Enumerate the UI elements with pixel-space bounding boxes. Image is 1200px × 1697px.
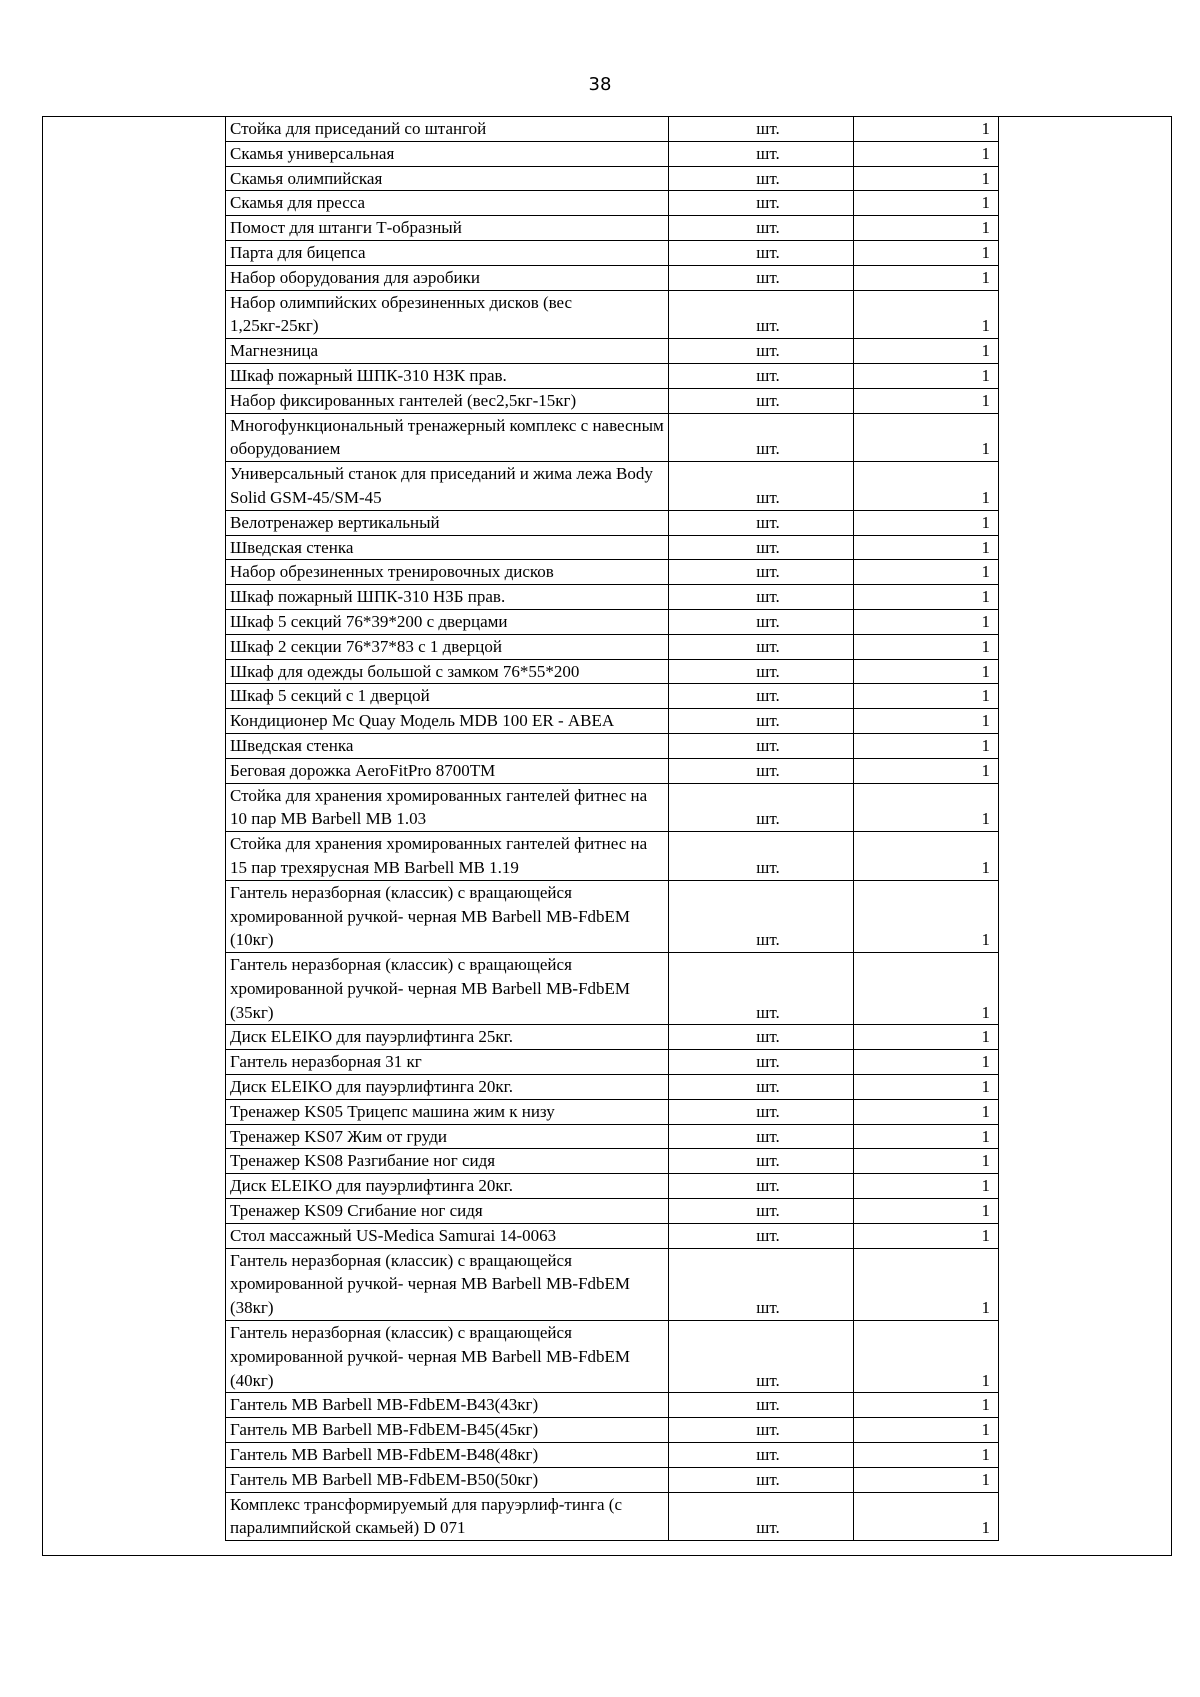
table-row: [226, 166, 999, 191]
item-name-cell: Гантель MB Barbell MB-FdbEM-B43(43кг): [226, 1393, 669, 1418]
table-row: [226, 1321, 999, 1393]
quantity-cell: 1: [854, 1393, 999, 1418]
quantity-cell: 1: [854, 1418, 999, 1443]
quantity-cell: 1: [854, 1199, 999, 1224]
table-row: [226, 510, 999, 535]
table-row: [226, 953, 999, 1025]
unit-cell: шт.: [669, 216, 854, 241]
unit-cell: шт.: [669, 634, 854, 659]
item-name-cell: Шведская стенка: [226, 535, 669, 560]
item-name-cell: Шкаф для одежды большой с замком 76*55*200: [226, 659, 669, 684]
table-row: [226, 290, 999, 339]
item-name-cell: Набор олимпийских обрезиненных дисков (вес 1,25кг-25кг): [226, 290, 669, 339]
table-row: [226, 1025, 999, 1050]
item-name-cell: Тренажер KS05 Трицепс машина жим к низу: [226, 1099, 669, 1124]
unit-cell: шт.: [669, 535, 854, 560]
item-name-cell: Шкаф пожарный ШПК-310 НЗК прав.: [226, 363, 669, 388]
quantity-cell: 1: [854, 1075, 999, 1100]
unit-cell: шт.: [669, 733, 854, 758]
unit-cell: шт.: [669, 880, 854, 952]
table-row: [226, 634, 999, 659]
item-name-cell: Скамья олимпийская: [226, 166, 669, 191]
unit-cell: шт.: [669, 783, 854, 832]
unit-cell: шт.: [669, 758, 854, 783]
quantity-cell: 1: [854, 684, 999, 709]
item-name-cell: Стойка для хранения хромированных гантелей фитнес на 15 пар трехярусная MB Barbell MB 1.19: [226, 832, 669, 881]
item-name-cell: Гантель MB Barbell MB-FdbEM-B48(48кг): [226, 1443, 669, 1468]
table-row: [226, 783, 999, 832]
table-row: [226, 585, 999, 610]
table-row: [226, 191, 999, 216]
table-row: [226, 609, 999, 634]
item-name-cell: Беговая дорожка AeroFitPro 8700TM: [226, 758, 669, 783]
item-name-cell: Кондиционер Mc Quay Модель MDB 100 ER - АВЕА: [226, 709, 669, 734]
item-name-cell: Шкаф пожарный ШПК-310 НЗБ прав.: [226, 585, 669, 610]
item-name-cell: Набор оборудования для аэробики: [226, 265, 669, 290]
item-name-cell: Шкаф 5 секций с 1 дверцой: [226, 684, 669, 709]
quantity-cell: 1: [854, 1443, 999, 1468]
unit-cell: шт.: [669, 265, 854, 290]
table-row: [226, 880, 999, 952]
table-row: [226, 758, 999, 783]
item-name-cell: Помост для штанги Т-образный: [226, 216, 669, 241]
table-row: [226, 1393, 999, 1418]
quantity-cell: 1: [854, 117, 999, 142]
page-number: 38: [588, 74, 612, 95]
item-name-cell: Магнезница: [226, 339, 669, 364]
unit-cell: шт.: [669, 953, 854, 1025]
quantity-cell: 1: [854, 758, 999, 783]
table-row: [226, 141, 999, 166]
unit-cell: шт.: [669, 585, 854, 610]
quantity-cell: 1: [854, 659, 999, 684]
table-row: [226, 216, 999, 241]
inventory-table-body: [226, 117, 999, 1541]
unit-cell: шт.: [669, 1467, 854, 1492]
unit-cell: шт.: [669, 1174, 854, 1199]
unit-cell: шт.: [669, 1025, 854, 1050]
unit-cell: шт.: [669, 240, 854, 265]
item-name-cell: Гантель неразборная (классик) с вращающейся хромированной ручкой- черная MB Barbell MB-FdbEM (38кг): [226, 1248, 669, 1320]
item-name-cell: Гантель неразборная (классик) с вращающейся хромированной ручкой- черная MB Barbell MB-FdbEM (35кг): [226, 953, 669, 1025]
table-row: [226, 1248, 999, 1320]
unit-cell: шт.: [669, 1321, 854, 1393]
unit-cell: шт.: [669, 166, 854, 191]
table-row: [226, 1467, 999, 1492]
item-name-cell: Диск ELEIKO для пауэрлифтинга 20кг.: [226, 1075, 669, 1100]
unit-cell: шт.: [669, 290, 854, 339]
unit-cell: шт.: [669, 560, 854, 585]
item-name-cell: Скамья универсальная: [226, 141, 669, 166]
table-row: [226, 1149, 999, 1174]
unit-cell: шт.: [669, 388, 854, 413]
quantity-cell: 1: [854, 733, 999, 758]
table-row: [226, 462, 999, 511]
unit-cell: шт.: [669, 1248, 854, 1320]
item-name-cell: Шкаф 2 секции 76*37*83 с 1 дверцой: [226, 634, 669, 659]
item-name-cell: Шведская стенка: [226, 733, 669, 758]
table-row: [226, 684, 999, 709]
inventory-table: [225, 116, 999, 1541]
unit-cell: шт.: [669, 339, 854, 364]
unit-cell: шт.: [669, 832, 854, 881]
table-row: [226, 535, 999, 560]
item-name-cell: Диск ELEIKO для пауэрлифтинга 25кг.: [226, 1025, 669, 1050]
item-name-cell: Тренажер KS07 Жим от груди: [226, 1124, 669, 1149]
unit-cell: шт.: [669, 609, 854, 634]
quantity-cell: 1: [854, 953, 999, 1025]
quantity-cell: 1: [854, 388, 999, 413]
quantity-cell: 1: [854, 462, 999, 511]
item-name-cell: Тренажер KS08 Разгибание ног сидя: [226, 1149, 669, 1174]
item-name-cell: Тренажер KS09 Сгибание ног сидя: [226, 1199, 669, 1224]
quantity-cell: 1: [854, 535, 999, 560]
item-name-cell: Шкаф 5 секций 76*39*200 с дверцами: [226, 609, 669, 634]
table-row: [226, 363, 999, 388]
unit-cell: шт.: [669, 363, 854, 388]
item-name-cell: Гантель неразборная (классик) с вращающейся хромированной ручкой- черная MB Barbell MB-FdbEM (10кг): [226, 880, 669, 952]
unit-cell: шт.: [669, 191, 854, 216]
unit-cell: шт.: [669, 1124, 854, 1149]
quantity-cell: 1: [854, 216, 999, 241]
unit-cell: шт.: [669, 1492, 854, 1541]
table-row: [226, 709, 999, 734]
item-name-cell: Велотренажер вертикальный: [226, 510, 669, 535]
quantity-cell: 1: [854, 880, 999, 952]
quantity-cell: 1: [854, 339, 999, 364]
unit-cell: шт.: [669, 117, 854, 142]
table-row: [226, 560, 999, 585]
table-row: [226, 832, 999, 881]
unit-cell: шт.: [669, 1393, 854, 1418]
item-name-cell: Парта для бицепса: [226, 240, 669, 265]
table-row: [226, 1124, 999, 1149]
item-name-cell: Гантель MB Barbell MB-FdbEM-B45(45кг): [226, 1418, 669, 1443]
quantity-cell: 1: [854, 560, 999, 585]
unit-cell: шт.: [669, 1075, 854, 1100]
table-row: [226, 413, 999, 462]
quantity-cell: 1: [854, 634, 999, 659]
unit-cell: шт.: [669, 709, 854, 734]
unit-cell: шт.: [669, 1149, 854, 1174]
item-name-cell: Стойка для хранения хромированных гантелей фитнес на 10 пар MB Barbell MB 1.03: [226, 783, 669, 832]
table-row: [226, 1492, 999, 1541]
table-row: [226, 265, 999, 290]
quantity-cell: 1: [854, 1174, 999, 1199]
unit-cell: шт.: [669, 1418, 854, 1443]
quantity-cell: 1: [854, 290, 999, 339]
quantity-cell: 1: [854, 265, 999, 290]
item-name-cell: Стол массажный US-Medica Samurai 14-0063: [226, 1223, 669, 1248]
item-name-cell: Скамья для пресса: [226, 191, 669, 216]
quantity-cell: 1: [854, 783, 999, 832]
table-row: [226, 240, 999, 265]
unit-cell: шт.: [669, 1443, 854, 1468]
item-name-cell: Гантель неразборная 31 кг: [226, 1050, 669, 1075]
quantity-cell: 1: [854, 166, 999, 191]
unit-cell: шт.: [669, 1050, 854, 1075]
table-row: [226, 1099, 999, 1124]
item-name-cell: Гантель неразборная (классик) с вращающейся хромированной ручкой- черная MB Barbell MB-FdbEM (40кг): [226, 1321, 669, 1393]
quantity-cell: 1: [854, 1248, 999, 1320]
quantity-cell: 1: [854, 609, 999, 634]
table-row: [226, 1075, 999, 1100]
item-name-cell: Набор обрезиненных тренировочных дисков: [226, 560, 669, 585]
table-row: [226, 1443, 999, 1468]
table-row: [226, 1174, 999, 1199]
item-name-cell: Набор фиксированных гантелей (вес2,5кг-15кг): [226, 388, 669, 413]
quantity-cell: 1: [854, 1050, 999, 1075]
quantity-cell: 1: [854, 191, 999, 216]
unit-cell: шт.: [669, 659, 854, 684]
quantity-cell: 1: [854, 363, 999, 388]
quantity-cell: 1: [854, 413, 999, 462]
unit-cell: шт.: [669, 1199, 854, 1224]
quantity-cell: 1: [854, 1492, 999, 1541]
item-name-cell: Комплекс трансформируемый для паруэрлиф-тинга (с паралимпийской скамьей) D 071: [226, 1492, 669, 1541]
item-name-cell: Стойка для приседаний со штангой: [226, 117, 669, 142]
unit-cell: шт.: [669, 462, 854, 511]
unit-cell: шт.: [669, 141, 854, 166]
unit-cell: шт.: [669, 413, 854, 462]
table-row: [226, 733, 999, 758]
quantity-cell: 1: [854, 1124, 999, 1149]
unit-cell: шт.: [669, 1223, 854, 1248]
unit-cell: шт.: [669, 510, 854, 535]
quantity-cell: 1: [854, 832, 999, 881]
quantity-cell: 1: [854, 510, 999, 535]
table-row: [226, 1199, 999, 1224]
quantity-cell: 1: [854, 1321, 999, 1393]
table-row: [226, 1223, 999, 1248]
quantity-cell: 1: [854, 1467, 999, 1492]
quantity-cell: 1: [854, 141, 999, 166]
quantity-cell: 1: [854, 1025, 999, 1050]
quantity-cell: 1: [854, 585, 999, 610]
item-name-cell: Многофункциональный тренажерный комплекс с навесным оборудованием: [226, 413, 669, 462]
unit-cell: шт.: [669, 1099, 854, 1124]
table-row: [226, 1050, 999, 1075]
quantity-cell: 1: [854, 1149, 999, 1174]
quantity-cell: 1: [854, 709, 999, 734]
table-row: [226, 388, 999, 413]
table-row: [226, 339, 999, 364]
quantity-cell: 1: [854, 1223, 999, 1248]
item-name-cell: Гантель MB Barbell MB-FdbEM-B50(50кг): [226, 1467, 669, 1492]
quantity-cell: 1: [854, 240, 999, 265]
table-row: [226, 1418, 999, 1443]
unit-cell: шт.: [669, 684, 854, 709]
table-row: [226, 659, 999, 684]
table-row: [226, 117, 999, 142]
item-name-cell: Универсальный станок для приседаний и жима лежа Body Solid GSM-45/SM-45: [226, 462, 669, 511]
item-name-cell: Диск ELEIKO для пауэрлифтинга 20кг.: [226, 1174, 669, 1199]
quantity-cell: 1: [854, 1099, 999, 1124]
